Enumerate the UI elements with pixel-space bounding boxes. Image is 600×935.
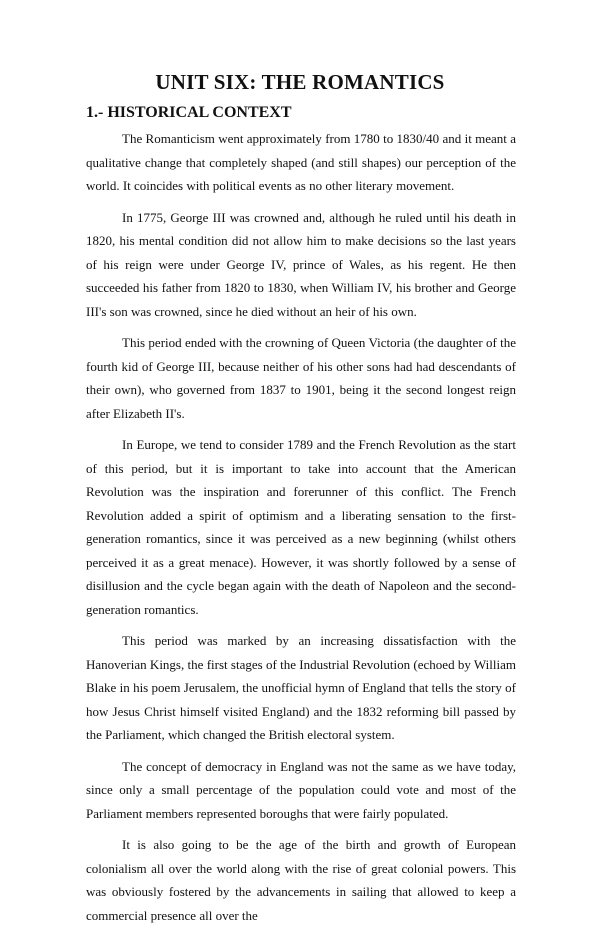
paragraph-7: It is also going to be the age of the birth and growth of European colonialism all over the world along with the rise of great colonial powers. This was obviously fostered by the advancements in sailing that allowed to keep a commercial presence all over the (86, 837, 516, 923)
section-heading: 1.- HISTORICAL CONTEXT (86, 104, 292, 121)
paragraph-6: The concept of democracy in England was not the same as we have today, since only a small percentage of the population could vote and most of the Parliament members represented boroughs that were fairly populated. (86, 758, 516, 821)
paragraph-3: This period ended with the crowning of Queen Victoria (the daughter of the fourth kid of George III, because neither of his other sons had had descendants of their own), who governed from 1837 to 1901, being it the second longest reign after Elizabeth II's. (86, 335, 516, 421)
paragraph-2: In 1775, George III was crowned and, although he ruled until his death in 1820, his mental condition did not allow him to make decisions so the last years of his reign were under George IV, prince of Wales, as his regent. He then succeeded his father from 1820 to 1830, when William IV, his brother and George III's son was crowned, since he died without an heir of his own. (86, 209, 516, 319)
paragraph-1: The Romanticism went approximately from 1780 to 1830/40 and it meant a qualitative change that completely shaped (and still shapes) our perception of the world. It coincides with political events as no other literary movement. (86, 131, 516, 193)
paragraph-5: This period was marked by an increasing dissatisfaction with the Hanoverian Kings, the first stages of the Industrial Revolution (echoed by William Blake in his poem Jerusalem, the unofficial hymn of England that tells the story of how Jesus Christ himself visited England) and the 1832 reforming bill passed by the Parliament, which changed the British electoral system. (86, 633, 516, 742)
page-title: UNIT SIX: THE ROMANTICS (155, 70, 445, 94)
paragraph-4: In Europe, we tend to consider 1789 and the French Revolution as the start of this period, but it is important to take into account that the American Revolution was the inspiration and forerunner of this conflict. The French Revolution added a spirit of optimism and a liberating sensation to the first-generation romantics, since it was perceived as a new beginning (whilst others perceived it as a great menace). However, it was shortly followed by a sense of disillusion and the cycle began again with the death of Napoleon and the second-generation romantics. (86, 437, 516, 617)
body-text (86, 127, 516, 935)
